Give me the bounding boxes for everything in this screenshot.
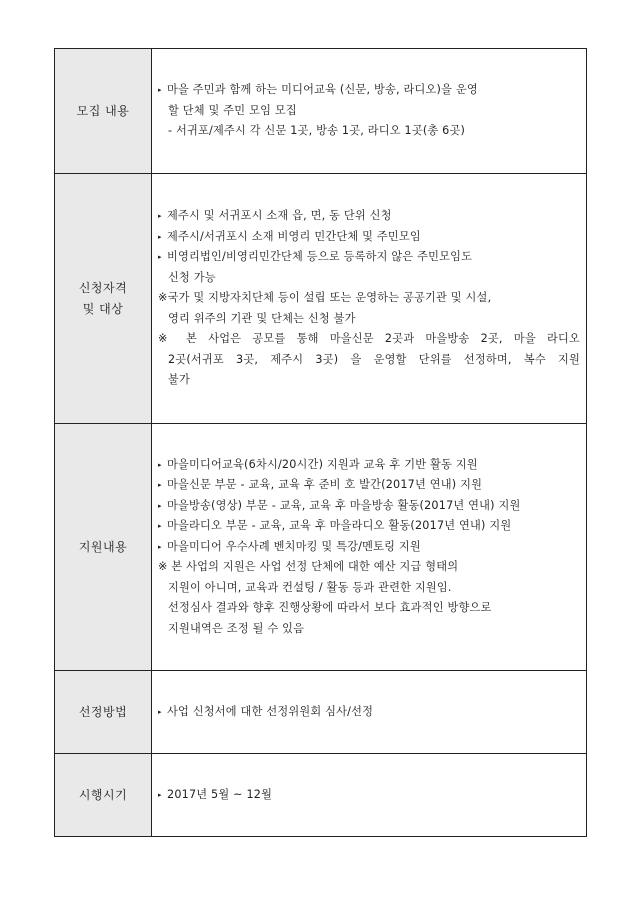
dash-text: - 서귀포/제주시 각 신문 1곳, 방송 1곳, 라디오 1곳(총 6곳) (168, 124, 466, 138)
table-row (55, 754, 587, 837)
continuation-text: 2곳(서귀포 3곳, 제주시 3곳) 을 운영할 단위를 선정하며, 복수 지원 (168, 352, 580, 366)
row-label-cell (55, 424, 152, 671)
bullet-text: 제주시 및 서귀포시 소재 읍, 면, 동 단위 신청 (167, 209, 392, 223)
bullet-item (158, 785, 580, 806)
row-label: 선정방법 (78, 704, 128, 719)
continuation-text: 지원이 아니며, 교육과 컨설팅 / 활동 등과 관련한 지원임. (168, 580, 452, 594)
bullet-text: 사업 신청서에 대한 선정위원회 심사/선정 (167, 704, 374, 718)
bullet-triangle-icon: ▸ (158, 232, 162, 241)
continuation-line (158, 370, 580, 391)
continuation-line (158, 619, 580, 640)
continuation-line (158, 350, 580, 371)
bullet-text: 마을방송(영상) 부문 - 교육, 교육 후 마을방송 활동(2017년 연내) 지원 (167, 498, 521, 512)
table-body (55, 49, 587, 837)
bullet-triangle-icon: ▸ (158, 253, 162, 262)
bullet-triangle-icon: ▸ (158, 212, 162, 221)
bullet-triangle-icon: ▸ (158, 481, 162, 490)
table-row (55, 174, 587, 424)
continuation-line (158, 578, 580, 599)
continuation-text: 지원내역은 조정 될 수 있음 (168, 621, 305, 635)
row-label: 모집 내용 (76, 103, 130, 118)
bullet-text: 마을미디어교육(6차시/20시간) 지원과 교육 후 기반 활동 지원 (167, 457, 478, 471)
bullet-triangle-icon: ▸ (158, 790, 162, 799)
bullet-item (158, 516, 580, 537)
bullet-text: 마을미디어 우수사례 벤치마킹 및 특강/멘토링 지원 (167, 539, 421, 553)
continuation-text: 영리 위주의 기관 및 단체는 신청 불가 (168, 311, 356, 325)
bullet-triangle-icon: ▸ (158, 460, 162, 469)
bullet-item (158, 475, 580, 496)
continuation-text: 신청 가능 (168, 270, 216, 284)
note-text: ※ 본 사업은 공모를 통해 마을신문 2곳과 마을방송 2곳, 마을 라디오 (158, 332, 580, 346)
row-content-cell (152, 424, 587, 671)
continuation-text: 선정심사 결과와 향후 진행상황에 따라서 보다 효과적인 방향으로 (168, 601, 492, 615)
table-row (55, 49, 587, 174)
row-label-cell (55, 754, 152, 837)
note-line (158, 557, 580, 578)
bullet-item (158, 247, 580, 268)
row-content-cell (152, 49, 587, 174)
row-content-cell (152, 754, 587, 837)
row-label: 지원내용 (78, 539, 128, 554)
continuation-text: 할 단체 및 주민 모임 모집 (168, 103, 297, 117)
continuation-line (158, 101, 580, 122)
bullet-triangle-icon: ▸ (158, 542, 162, 551)
continuation-line (158, 598, 580, 619)
bullet-triangle-icon: ▸ (158, 86, 162, 95)
note-line (158, 329, 580, 350)
bullet-text: 마을신문 부문 - 교육, 교육 후 준비 호 발간(2017년 연내) 지원 (167, 478, 483, 492)
row-label-cell (55, 49, 152, 174)
bullet-triangle-icon: ▸ (158, 522, 162, 531)
bullet-item (158, 227, 580, 248)
note-text: ※국가 및 지방자치단체 등이 설립 또는 운영하는 공공기관 및 시설, (158, 291, 492, 305)
row-label: 시행시기 (78, 787, 128, 802)
bullet-text: 2017년 5월 ~ 12월 (167, 787, 273, 801)
bullet-text: 제주시/서귀포시 소재 비영리 민간단체 및 주민모임 (167, 229, 421, 243)
row-content-cell (152, 671, 587, 754)
bullet-text: 마을라디오 부문 - 교육, 교육 후 마을라디오 활동(2017년 연내) 지원 (167, 519, 512, 533)
bullet-item (158, 206, 580, 227)
recruitment-info-table (54, 48, 587, 837)
continuation-text: 불가 (168, 373, 191, 387)
table-row (55, 671, 587, 754)
bullet-text: 마을 주민과 함께 하는 미디어교육 (신문, 방송, 라디오)을 운영 (167, 83, 478, 97)
row-label: 및 대상 (82, 301, 124, 316)
bullet-triangle-icon: ▸ (158, 501, 162, 510)
row-content-cell (152, 174, 587, 424)
continuation-line (158, 309, 580, 330)
bullet-item (158, 496, 580, 517)
note-text: ※ 본 사업의 지원은 사업 선정 단체에 대한 예산 지급 형태의 (158, 560, 459, 574)
dash-item (158, 121, 580, 142)
bullet-item (158, 537, 580, 558)
bullet-item (158, 702, 580, 723)
bullet-item (158, 80, 580, 101)
bullet-item (158, 455, 580, 476)
bullet-text: 비영리법인/비영리민간단체 등으로 등록하지 않은 주민모임도 (167, 250, 473, 264)
table-row (55, 424, 587, 671)
row-label-cell (55, 174, 152, 424)
bullet-triangle-icon: ▸ (158, 707, 162, 716)
row-label: 신청자격 (78, 280, 128, 295)
row-label-cell (55, 671, 152, 754)
continuation-line (158, 268, 580, 289)
note-line (158, 288, 580, 309)
